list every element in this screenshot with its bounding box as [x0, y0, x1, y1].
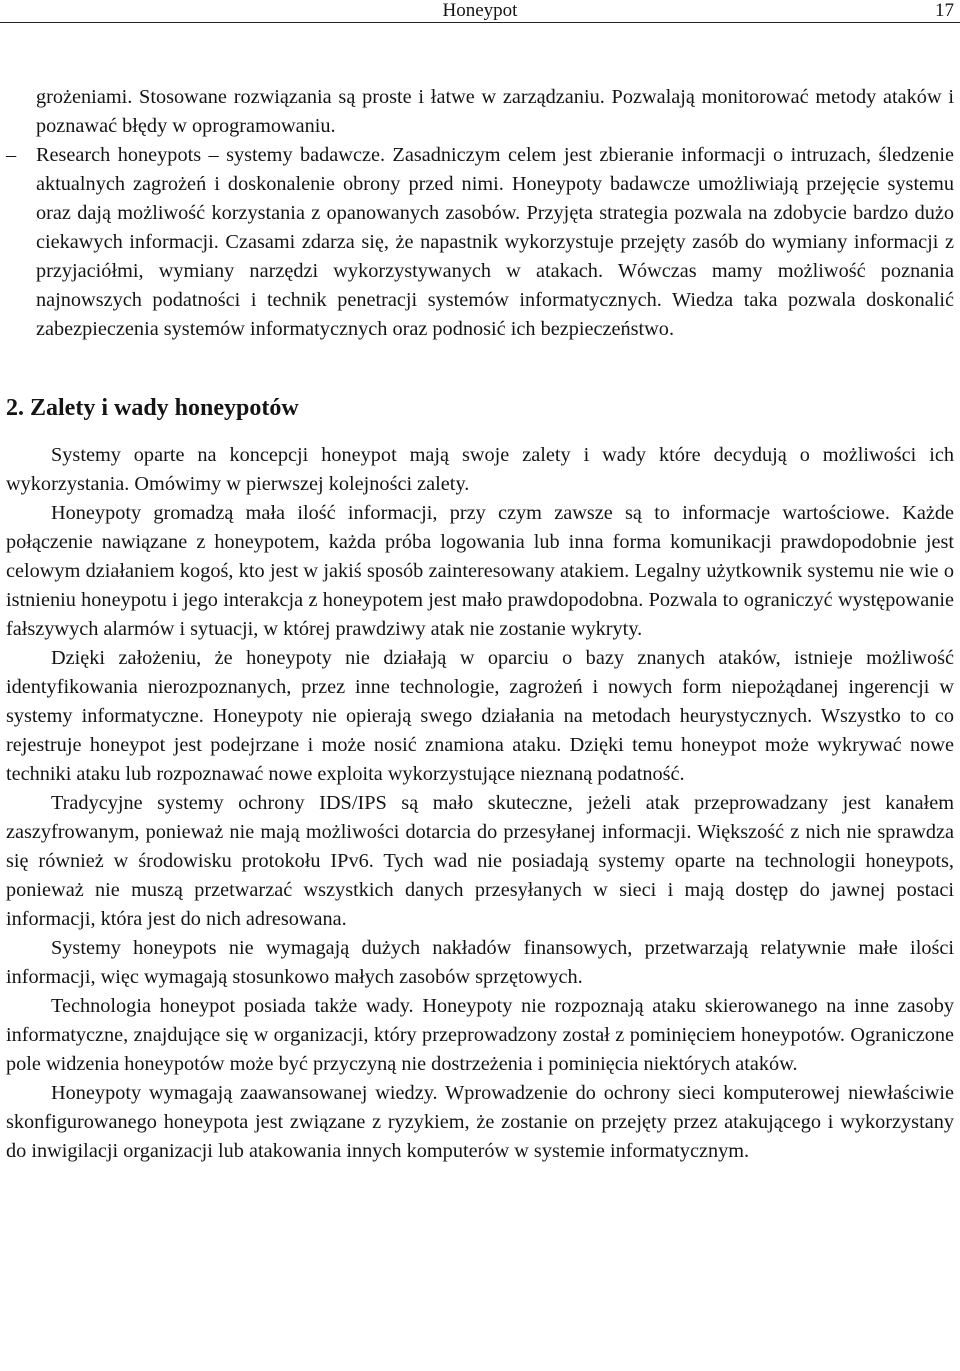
paragraph: Systemy oparte na koncepcji honeypot mają swoje zalety i wady które decydują o możliwości ich wykorzystania. Omówimy w pierwszej kolejności zalety.: [6, 444, 954, 495]
continuation-paragraph: grożeniami. Stosowane rozwiązania są proste i łatwe w zarządzaniu. Pozwalają monitorować metody ataków i poznawać błędy w oprogramowaniu.: [36, 86, 954, 137]
paragraph: Tradycyjne systemy ochrony IDS/IPS są mało skuteczne, jeżeli atak przeprowadzany jest kanałem zaszyfrowanym, ponieważ nie mają możliwości dotarcia do przesyłanej informacji. Większość z nich nie sprawdza się również w środowisku protokołu IPv6. Tych wad nie posiadają systemy oparte na technologii honeypots, ponieważ nie muszą przetwarzać wszystkich danych przesyłanych w sieci i mają dostęp do jawnej postaci informacji, która jest do nich adresowana.: [6, 792, 954, 930]
running-header: [0, 0, 960, 23]
paragraph: Systemy honeypots nie wymagają dużych nakładów finansowych, przetwarzają relatywnie małe ilości informacji, więc wymagają stosunkowo małych zasobów sprzętowych.: [6, 937, 954, 988]
section-heading: 2. Zalety i wady honeypotów: [6, 395, 299, 421]
page-number: 17: [935, 0, 954, 21]
paragraph: Dzięki założeniu, że honeypoty nie działają w oparciu o bazy znanych ataków, istnieje możliwość identyfikowania nierozpoznanych, przez inne technologie, zagrożeń i nowych form niepożądanej ingerencji w systemy informatyczne. Honeypoty nie opierają swego działania na metodach heurystycznych. Wszystko to co rejestruje honeypot jest podejrzane i może nosić znamiona ataku. Dzięki temu honeypot może wykrywać nowe techniki ataku lub rozpoznawać nowe exploita wykorzystujące nieznaną podatność.: [6, 647, 954, 785]
dash-bullet-icon: –: [6, 144, 17, 166]
header-title: Honeypot: [442, 0, 518, 21]
list-item-research-honeypots: [6, 141, 954, 344]
page-body: [6, 83, 954, 1166]
paragraph: Honeypoty wymagają zaawansowanej wiedzy. Wprowadzenie do ochrony sieci komputerowej niewłaściwie skonfigurowanego honeypota jest związane z ryzykiem, że zostanie on przejęty przez atakującego i wykorzystany do inwigilacji organizacji lub atakowania innych komputerów w systemie informatycznym.: [6, 1082, 954, 1162]
paragraph: Honeypoty gromadzą mała ilość informacji, przy czym zawsze są to informacje wartościowe. Każde połączenie nawiązane z honeypotem, każda próba logowania lub inna forma komunikacji prawdopodobnie jest celowym działaniem kogoś, kto jest w jakiś sposób zainteresowany atakiem. Legalny użytkownik systemu nie wie o istnieniu honeypotu i jego interakcja z honeypotem jest mało prawdopodobna. Pozwala to ograniczyć występowanie fałszywych alarmów i sytuacji, w której prawdziwy atak nie zostanie wykryty.: [6, 502, 954, 640]
paragraph: Technologia honeypot posiada także wady. Honeypoty nie rozpoznają ataku skierowanego na inne zasoby informatyczne, znajdujące się w organizacji, który przeprowadzony został z pominięciem honeypotów. Ograniczone pole widzenia honeypotów może być przyczyną nie dostrzeżenia i pominięcia niektórych ataków.: [6, 995, 954, 1075]
list-item-text: Research honeypots – systemy badawcze. Zasadniczym celem jest zbieranie informacji o intruzach, śledzenie aktualnych zagrożeń i doskonalenie obrony przed nimi. Honeypoty badawcze umożliwiają przejęcie systemu oraz dają możliwość korzystania z opanowanych zasobów. Przyjęta strategia pozwala na zdobycie bardzo dużo ciekawych informacji. Czasami zdarza się, że napastnik wykorzystuje przejęty zasób do wymiany informacji z przyjaciółmi, wymiany narzędzi wykorzystywanych w atakach. Wówczas mamy możliwość poznania najnowszych podatności i technik penetracji systemów informatycznych. Wiedza taka pozwala doskonalić zabezpieczenia systemów informatycznych oraz podnosić ich bezpieczeństwo.: [36, 144, 954, 340]
